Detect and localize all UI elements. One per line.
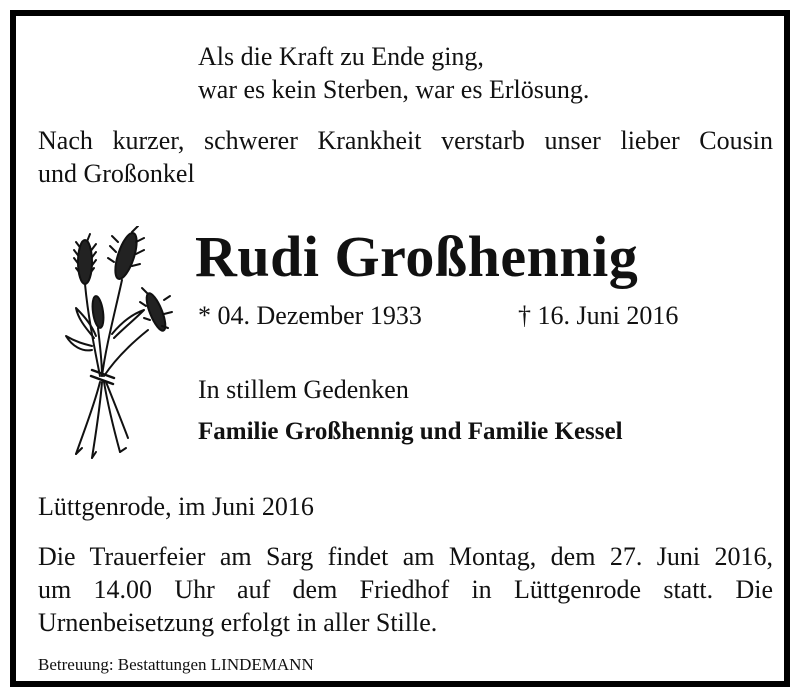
announcement-line-1: Nach kurzer, schwerer Krankheit verstarb unser lieber Cousin (38, 126, 773, 155)
mourning-families: Familie Großhennig und Familie Kessel (198, 418, 623, 445)
announcement-line-2: und Großonkel (38, 159, 195, 188)
deceased-name: Rudi Großhennig (195, 224, 639, 289)
motto-line-1: Als die Kraft zu Ende ging, (198, 42, 484, 71)
undertaker-credit: Betreuung: Bestattungen LINDEMANN (38, 655, 314, 674)
motto-verse (198, 40, 589, 106)
announcement-text (38, 124, 773, 190)
funeral-details-line-2: um 14.00 Uhr auf dem Friedhof in Lüttgenrode statt. Die (38, 575, 773, 604)
funeral-details-line-3: Urnenbeisetzung erfolgt in aller Stille. (38, 608, 438, 637)
motto-line-2: war es kein Sterben, war es Erlösung. (198, 75, 590, 104)
life-dates (198, 300, 678, 332)
funeral-details-line-1: Die Trauerfeier am Sarg findet am Montag, dem 27. Juni 2016, (38, 542, 773, 571)
place-and-date: Lüttgenrode, im Juni 2016 (38, 492, 314, 521)
death-date: † 16. Juni 2016 (518, 301, 679, 330)
obituary-frame (10, 10, 790, 687)
wheat-sheaf-icon (56, 226, 176, 461)
funeral-details (38, 540, 773, 639)
birth-date: * 04. Dezember 1933 (198, 301, 422, 330)
remembrance-line: In stillem Gedenken (198, 375, 409, 404)
